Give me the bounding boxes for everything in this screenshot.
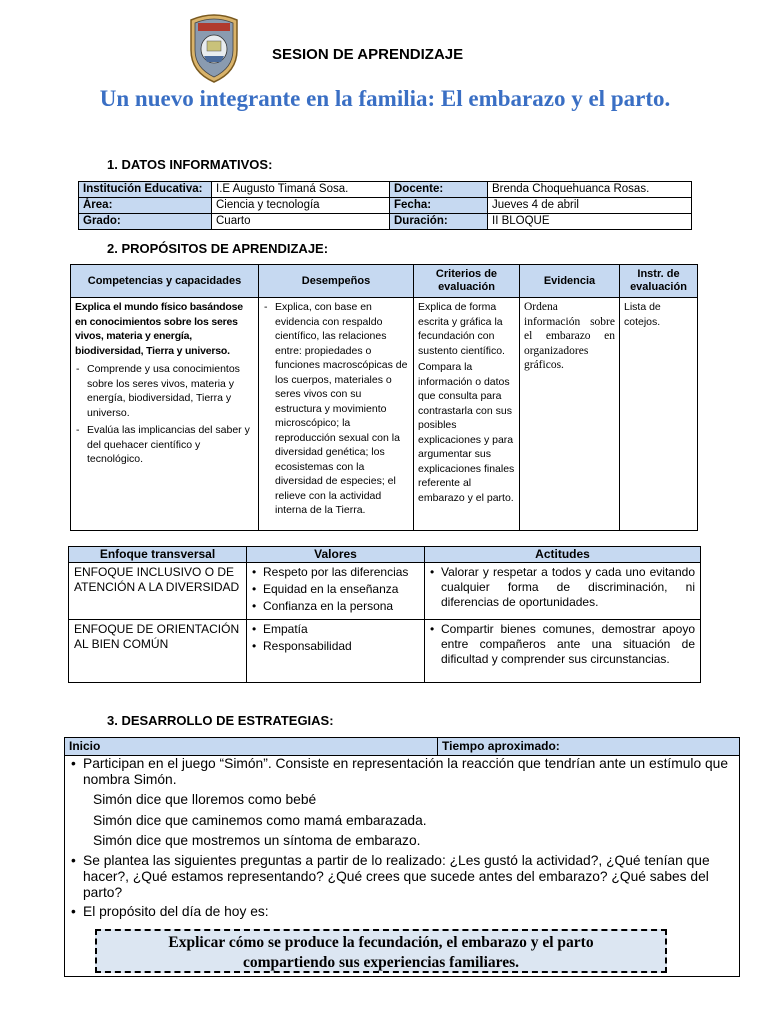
purpose-line: Explicar cómo se produce la fecundación, el embarazo y el parto bbox=[168, 934, 594, 951]
valor-item: • Respeto por las diferencias bbox=[252, 565, 419, 580]
criterio-item: Compara la información o datos que consulta para contrastarla con sus posibles explicaciones y para argumentar sus explicaciones finales referente al embarazo y el parto. bbox=[418, 361, 515, 504]
datos-label: Docente: bbox=[390, 182, 488, 198]
header-evidencia: Evidencia bbox=[520, 265, 620, 298]
header-instrumento: Instr. de evaluación bbox=[620, 265, 698, 298]
simon-line: Simón dice que lloremos como bebé bbox=[93, 792, 317, 808]
purpose-box bbox=[95, 929, 667, 973]
propositos-table bbox=[70, 264, 698, 531]
strategy-bullet: • Se plantea las siguientes preguntas a partir de lo realizado: ¿Les gustó la actividad?, ¿Qué tenían que hacer?, ¿Qué estamos representando? ¿Qué crees que sucede antes del embarazo? ¿Qué sabes del parto? bbox=[71, 853, 729, 902]
enfoque-name: ENFOQUE INCLUSIVO O DE ATENCIÓN A LA DIVERSIDAD bbox=[69, 563, 247, 620]
competencia-text: Explica el mundo físico basándose en conocimientos sobre los seres vivos, materia y energía, biodiversidad, Tierra y universo. bbox=[75, 301, 243, 357]
datos-value: I.E Augusto Timaná Sosa. bbox=[212, 182, 390, 198]
section-heading-propositos: 2. PROPÓSITOS DE APRENDIZAJE: bbox=[107, 241, 329, 256]
valor-item: • Responsabilidad bbox=[252, 639, 419, 654]
evidencia-text: Ordena información sobre el embarazo en organizadores gráficos. bbox=[524, 301, 615, 371]
capacidad-item: - Evalúa las implicancias del saber y del quehacer científico y tecnológico. bbox=[75, 423, 254, 467]
datos-label: Institución Educativa: bbox=[79, 182, 212, 198]
header-enfoque: Enfoque transversal bbox=[69, 547, 247, 563]
header-criterios: Criterios de evaluación bbox=[414, 265, 520, 298]
header-actitudes: Actitudes bbox=[425, 547, 701, 563]
datos-label: Fecha: bbox=[390, 198, 488, 214]
desarrollo-header bbox=[65, 738, 739, 756]
datos-value: II BLOQUE bbox=[488, 214, 692, 230]
desempenos-cell bbox=[259, 298, 414, 531]
simon-line: Simón dice que caminemos como mamá embarazada. bbox=[93, 812, 427, 828]
evidencia-cell bbox=[520, 298, 620, 531]
instrumento-cell bbox=[620, 298, 698, 531]
capacidad-item: - Comprende y usa conocimientos sobre los seres vivos, materia y energía, biodiversidad, Tierra y universo. bbox=[75, 362, 254, 420]
actitud-item: • Valorar y respetar a todos y cada uno evitando cualquier forma de discriminación, ni diferencias de oportunidades. bbox=[430, 565, 695, 610]
actitud-item: • Compartir bienes comunes, demostrar apoyo entre compañeros ante una situación de dificultad y comprender sus circunstancias. bbox=[430, 622, 695, 667]
datos-label: Duración: bbox=[390, 214, 488, 230]
datos-row bbox=[79, 198, 692, 214]
tiempo-label: Tiempo aproximado: bbox=[442, 739, 560, 753]
datos-value: Jueves 4 de abril bbox=[488, 198, 692, 214]
actitudes-cell bbox=[425, 620, 701, 683]
datos-row bbox=[79, 214, 692, 230]
document-type: SESION DE APRENDIZAJE bbox=[272, 46, 464, 63]
valores-cell bbox=[247, 620, 425, 683]
desarrollo-body bbox=[71, 756, 729, 920]
valor-item: • Equidad en la enseñanza bbox=[252, 582, 419, 597]
purpose-line: compartiendo sus experiencias familiares. bbox=[242, 954, 520, 971]
datos-value: Brenda Choquehuanca Rosas. bbox=[488, 182, 692, 198]
strategy-bullet: • Participan en el juego “Simón”. Consiste en representación la reacción que tendrían ante un estímulo que nombra Simón. bbox=[71, 756, 729, 788]
simon-line: Simón dice que mostremos un síntoma de embarazo. bbox=[93, 832, 421, 848]
section-heading-desarrollo: 3. DESARROLLO DE ESTRATEGIAS: bbox=[107, 713, 334, 728]
valores-cell bbox=[247, 563, 425, 620]
valor-item: • Empatía bbox=[252, 622, 419, 637]
school-shield-emblem bbox=[188, 12, 240, 84]
datos-value: Ciencia y tecnología bbox=[212, 198, 390, 214]
strategy-bullet: • El propósito del día de hoy es: bbox=[71, 904, 729, 920]
section-heading-datos: 1. DATOS INFORMATIVOS: bbox=[107, 157, 273, 172]
desarrollo-box bbox=[64, 737, 740, 977]
datos-table bbox=[78, 181, 692, 230]
datos-value: Cuarto bbox=[212, 214, 390, 230]
datos-label: Grado: bbox=[79, 214, 212, 230]
desempeno-item: - Explica, con base en evidencia con respaldo científico, las relaciones entre: propiedades o funciones macroscópicas de los cuerpos, materiales o seres vivos con su estructura y movimiento microscópico; la reproducción sexual con la diversidad genética; los ecosistemas con la diversidad de especies; el relieve con la actividad interna de la Tierra. bbox=[263, 300, 409, 518]
page-title: Un nuevo integrante en la familia: El embarazo y el parto. bbox=[99, 86, 671, 111]
datos-row bbox=[79, 182, 692, 198]
header-desempenos: Desempeños bbox=[259, 265, 414, 298]
actitudes-cell bbox=[425, 563, 701, 620]
enfoque-name: ENFOQUE DE ORIENTACIÓN AL BIEN COMÚN bbox=[69, 620, 247, 683]
competencias-cell bbox=[71, 298, 259, 531]
criterio-item: Explica de forma escrita y gráfica la fecundación con sustento científico. bbox=[418, 301, 505, 357]
header-valores: Valores bbox=[247, 547, 425, 563]
instrumento-text: Lista de cotejos. bbox=[624, 301, 661, 328]
criterios-cell bbox=[414, 298, 520, 531]
datos-label: Área: bbox=[79, 198, 212, 214]
enfoques-table bbox=[68, 546, 701, 683]
valor-item: • Confianza en la persona bbox=[252, 599, 419, 614]
inicio-label: Inicio bbox=[69, 739, 101, 753]
header-competencias: Competencias y capacidades bbox=[71, 265, 259, 298]
